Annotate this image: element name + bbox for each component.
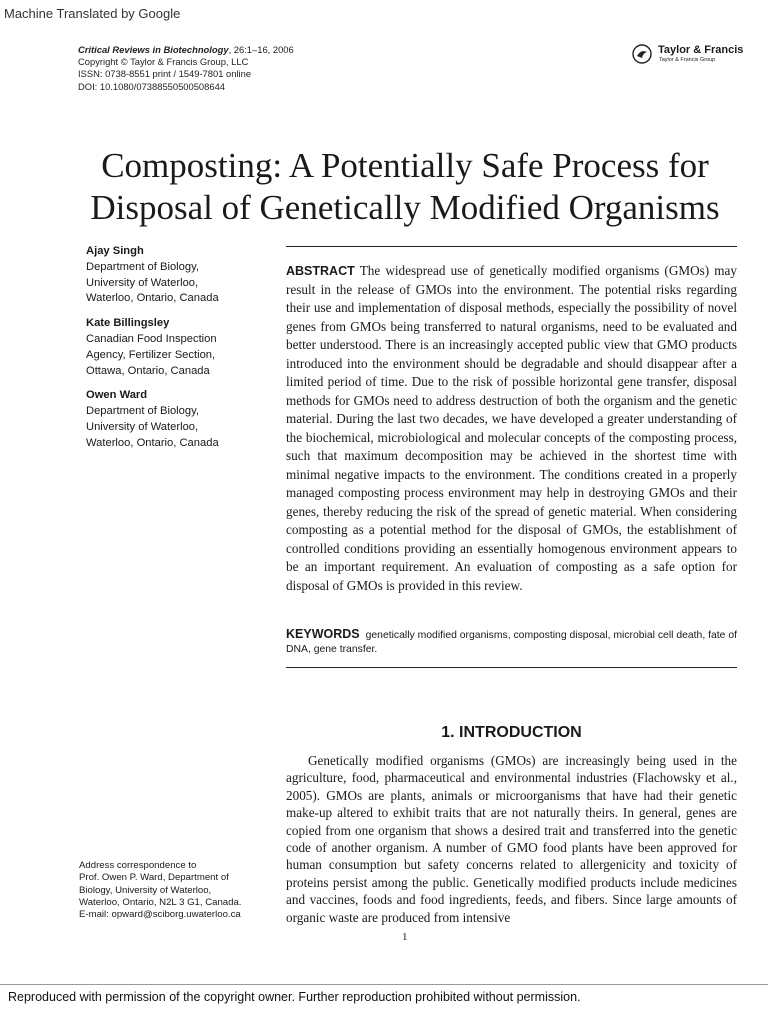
footer-rule [0, 984, 768, 985]
abstract-top-rule [286, 246, 737, 247]
correspondence-address [79, 860, 279, 921]
publisher-logo [632, 42, 752, 70]
abstract-bottom-rule [286, 667, 737, 668]
journal-doi: DOI: 10.1080/07388550500508644 [78, 80, 226, 92]
abstract-heading: ABSTRACT [286, 264, 355, 278]
journal-issn: ISSN: 0738-8551 print / 1549-7801 online [78, 68, 252, 80]
page-number: 1 [402, 931, 408, 943]
author-block [86, 244, 276, 307]
publisher-subtitle: Taylor & Francis Group [659, 57, 716, 63]
author-affiliation-line: University of Waterloo, [86, 276, 199, 289]
journal-info [78, 44, 294, 93]
address-line: Prof. Owen P. Ward, Department of [79, 872, 229, 884]
author-affiliation-line: Department of Biology, [86, 260, 199, 273]
author-affiliation-line: University of Waterloo, [86, 420, 199, 433]
title-line-1: Composting: A Potentially Safe Process for [101, 146, 709, 185]
address-line: Waterloo, Ontario, N2L 3 G1, Canada. [79, 896, 242, 908]
author-affiliation-line: Canadian Food Inspection [86, 332, 217, 345]
address-line: E-mail: opward@sciborg.uwaterloo.ca [79, 909, 241, 921]
author-name: Kate Billingsley [86, 317, 170, 330]
author-block [86, 316, 276, 379]
abstract [286, 262, 737, 595]
journal-copyright: Copyright © Taylor & Francis Group, LLC [78, 56, 249, 68]
author-affiliation-line: Waterloo, Ontario, Canada [86, 292, 219, 305]
author-list [86, 244, 276, 461]
author-block [86, 388, 276, 451]
author-affiliation-line: Waterloo, Ontario, Canada [86, 436, 219, 449]
machine-translation-banner: Machine Translated by Google [4, 6, 181, 21]
introduction-text: Genetically modified organisms (GMOs) are increasingly being used in the agriculture, food, pharmaceutical and environmental industries (Flachowsky et al., 2005). GMOs are plants, animals or microorganisms that have had their genetic make-up altered to exhibit traits that are not naturally theirs. In general, genes are copied from one organism that shows a desired trait and transferred into the genetic code of another organism. A number of GMO food plants have been approved for human consumption but safety concerns related to allergenicity and toxicity of proteins persist among the public. Genetically modified products include medicines and vaccines, foods and food ingredients, feeds, and fibers. Since large amounts of organic waste are produced from intensive [286, 753, 737, 925]
author-affiliation-line: Ottawa, Ontario, Canada [86, 364, 210, 377]
author-affiliation-line: Department of Biology, [86, 405, 199, 418]
journal-citation: , 26:1–16, 2006 [228, 44, 294, 55]
author-name: Owen Ward [86, 389, 148, 402]
author-name: Ajay Singh [86, 245, 144, 257]
address-line: Biology, University of Waterloo, [79, 884, 212, 896]
journal-name: Critical Reviews in Biotechnology [78, 44, 229, 55]
keywords-text: genetically modified organisms, composting disposal, microbial cell death, fate of DNA, gene transfer. [286, 630, 737, 655]
keywords [286, 627, 737, 657]
taylor-francis-logo-icon [632, 44, 652, 64]
abstract-text: The widespread use of genetically modified organisms (GMOs) may result in the release of GMOs into the environment. The potential risks regarding their use and implementation of disposal methods, especially the possibility of novel genes from GMOs being transferred to natural organisms, need to be evaluated and better understood. There is an increasingly accepted public view that GMO products introduced into the environment should be degradable and should disappear after a limited period of time. Due to the risk of possible horizontal gene transfer, disposal methods for GMOs need to address destruction of both the organism and the genetic material. During the last two decades, we have developed a greater understanding of the biochemical, microbiological and molecular concepts of the composting process, such that maximum decomposition may be achieved in the shortest time with minimal negative impacts to the environment. The conditions created in a properly managed composting process environment may help in destroying GMOs and their genes, thereby reducing the risk of the spread of genetic material. When considering composting as a potential method for the disposal of GMOs, the establishment of controlled conditions providing an essentially homogenous environment appears to be an important requirement. An evaluation of composting as a safe option for disposal of GMOs is provided in this review. [286, 263, 737, 593]
paper-title [40, 145, 768, 229]
publisher-name: Taylor & Francis [658, 44, 744, 56]
introduction-heading: 1. INTRODUCTION [441, 724, 582, 741]
keywords-heading: KEYWORDS [286, 627, 360, 641]
author-affiliation-line: Agency, Fertilizer Section, [86, 348, 216, 361]
address-line: Address correspondence to [79, 860, 197, 871]
copyright-footer: Reproduced with permission of the copyright owner. Further reproduction prohibited without permission. [8, 990, 581, 1004]
title-line-2: Disposal of Genetically Modified Organisms [90, 188, 720, 227]
